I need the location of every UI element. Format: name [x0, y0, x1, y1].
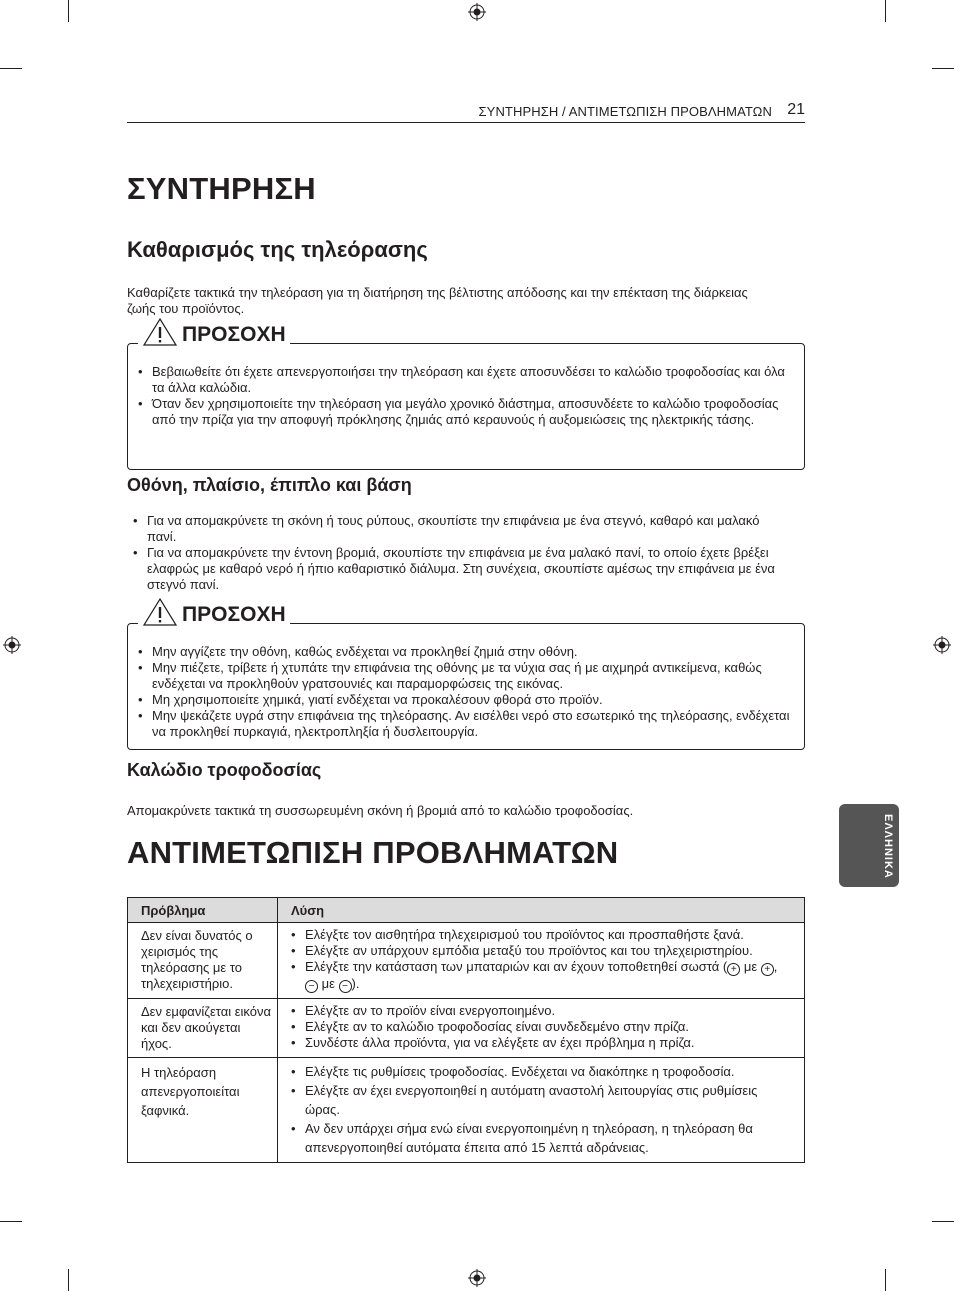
solution-item: • Ελέγξτε την κατάσταση των μπαταριών και αν έχουν τοποθετηθεί σωστά ( + με + , − με − ). [288, 959, 794, 993]
solution-item: • Ελέγξτε τον αισθητήρα τηλεχειρισμού του προϊόντος και προσπαθήστε ξανά. [288, 927, 794, 943]
caution-box [127, 323, 805, 470]
solution-item: • Ελέγξτε αν το προϊόν είναι ενεργοποιημένο. [288, 1003, 794, 1019]
crop-mark [68, 0, 69, 22]
column-header-solution: Λύση [278, 898, 805, 923]
solution-item: • Συνδέστε άλλα προϊόντα, για να ελέγξετε αν έχει πρόβλημα η πρίζα. [288, 1035, 794, 1051]
solution-item: • Αν δεν υπάρχει σήμα ενώ είναι ενεργοποιημένη η τηλεόραση, η τηλεόραση θα απενεργοποιηθεί αυτόματα έπειτα από 15 λεπτά αδράνειας. [288, 1119, 794, 1157]
caution-header [138, 317, 290, 347]
screen-care-list [131, 513, 791, 593]
table-row [128, 923, 805, 999]
solution-cell [278, 1058, 805, 1163]
caution-header [138, 597, 290, 627]
caution-title: ΠΡΟΣΟΧΗ [182, 603, 286, 626]
language-tab [839, 804, 899, 887]
solution-item: • Ελέγξτε αν το καλώδιο τροφοδοσίας είναι συνδεδεμένο στην πρίζα. [288, 1019, 794, 1035]
caution-box [127, 603, 805, 750]
column-header-problem: Πρόβλημα [128, 898, 278, 923]
list-item: • Μη χρησιμοποιείτε χημικά, γιατί ενδέχεται να προκαλέσουν φθορά στο προϊόν. [136, 692, 800, 708]
power-cord-text: Απομακρύνετε τακτικά τη συσσωρευμένη σκόνη ή βρομιά από το καλώδιο τροφοδοσίας. [127, 803, 634, 818]
screen-heading: Οθόνη, πλαίσιο, έπιπλο και βάση [127, 475, 412, 495]
language-label: ΕΛΛΗΝΙΚΑ [882, 814, 894, 879]
warning-triangle-icon [142, 317, 178, 347]
registration-mark-icon [468, 1269, 486, 1287]
minus-polarity-icon: − [339, 980, 352, 993]
crop-mark [932, 1221, 954, 1222]
list-item: • Όταν δεν χρησιμοποιείτε την τηλεόραση για μεγάλο χρονικό διάστημα, αποσυνδέετε το καλώδιο τροφοδοσίας από την πρίζα για την αποφυγή πρόκλησης ζημιάς από κεραυνούς ή αυξομειώσεις της ηλεκτρικής τάσης. [136, 396, 792, 428]
crop-mark [0, 68, 22, 69]
caution-list [136, 364, 792, 428]
solution-cell [278, 923, 805, 999]
solution-cell [278, 999, 805, 1058]
problem-cell: Δεν εμφανίζεται εικόνα και δεν ακούγεται ήχος. [128, 999, 278, 1058]
power-cord-heading: Καλώδιο τροφοδοσίας [127, 760, 322, 780]
crop-mark [932, 68, 954, 69]
crop-mark [0, 1221, 22, 1222]
list-item: • Μην πιέζετε, τρίβετε ή χτυπάτε την επιφάνεια της οθόνης με τα νύχια σας ή με αιχμηρά αντικείμενα, καθώς ενδέχεται να προκληθούν γρατσουνιές και παραμορφώσεις της εικόνας. [136, 660, 800, 692]
caution-list [136, 644, 800, 740]
registration-mark-icon [933, 636, 951, 654]
list-item: • Μην ψεκάζετε υγρά στην επιφάνεια της τηλεόρασης. Αν εισέλθει νερό στο εσωτερικό της τηλεόρασης, ενδέχεται να προκληθεί πυρκαγιά, ηλεκτροπληξία ή δυσλειτουργία. [136, 708, 800, 740]
battery-text: ). [351, 976, 360, 991]
running-header [127, 101, 805, 123]
solution-item: • Ελέγξτε τις ρυθμίσεις τροφοδοσίας. Ενδέχεται να διακόπηκε η τροφοδοσία. [288, 1062, 794, 1081]
minus-polarity-icon: − [305, 980, 318, 993]
battery-text: Ελέγξτε την κατάσταση των μπαταριών και αν έχουν τοποθετηθεί σωστά ( [305, 959, 728, 974]
maintenance-title: ΣΥΝΤΗΡΗΣΗ [127, 171, 316, 206]
list-item: • Βεβαιωθείτε ότι έχετε απενεργοποιήσει την τηλεόραση και έχετε αποσυνδέσει το καλώδιο τροφοδοσίας και όλα τα άλλα καλώδια. [136, 364, 792, 396]
crop-mark [68, 1269, 69, 1291]
list-item: • Για να απομακρύνετε τη σκόνη ή τους ρύπους, σκουπίστε την επιφάνεια με ένα στεγνό, καθαρό και μαλακό πανί. [131, 513, 791, 545]
warning-triangle-icon [142, 597, 178, 627]
cleaning-heading: Καθαρισμός της τηλεόρασης [127, 237, 428, 262]
table-row [128, 999, 805, 1058]
troubleshooting-title: ΑΝΤΙΜΕΤΩΠΙΣΗ ΠΡΟΒΛΗΜΑΤΩΝ [127, 835, 619, 870]
plus-polarity-icon: + [761, 963, 774, 976]
table-row [128, 1058, 805, 1163]
caution-title: ΠΡΟΣΟΧΗ [182, 323, 286, 346]
battery-text: με [321, 976, 335, 991]
troubleshooting-table [127, 897, 805, 1163]
problem-cell: Δεν είναι δυνατός ο χειρισμός της τηλεόρασης με το τηλεχειριστήριο. [128, 923, 278, 999]
running-title: ΣΥΝΤΗΡΗΣΗ / ΑΝΤΙΜΕΤΩΠΙΣΗ ΠΡΟΒΛΗΜΑΤΩΝ [478, 104, 772, 119]
registration-mark-icon [468, 3, 486, 21]
crop-mark [885, 1269, 886, 1291]
page-number: 21 [787, 101, 805, 118]
cleaning-intro: Καθαρίζετε τακτικά την τηλεόραση για τη διατήρηση της βέλτιστης απόδοσης και την επέκταση της διάρκειας ζωής του προϊόντος. [127, 285, 748, 316]
registration-mark-icon [3, 636, 21, 654]
crop-mark [885, 0, 886, 22]
list-item: • Για να απομακρύνετε την έντονη βρομιά, σκουπίστε την επιφάνεια με ένα μαλακό πανί, το οποίο έχετε βρέξει ελαφρώς με καθαρό νερό ή ήπιο καθαριστικό διάλυμα. Στη συνέχεια, σκουπίστε αμέσως την επιφάνεια με ένα στεγνό πανί. [131, 545, 791, 593]
solution-item: • Ελέγξτε αν έχει ενεργοποιηθεί η αυτόματη αναστολή λειτουργίας στις ρυθμίσεις ώρας. [288, 1081, 794, 1119]
problem-cell: Η τηλεόραση απενεργοποιείται ξαφνικά. [128, 1058, 278, 1163]
battery-text: με [743, 959, 758, 974]
table-header-row [128, 898, 805, 923]
list-item: • Μην αγγίζετε την οθόνη, καθώς ενδέχεται να προκληθεί ζημιά στην οθόνη. [136, 644, 800, 660]
solution-item: • Ελέγξτε αν υπάρχουν εμπόδια μεταξύ του προϊόντος και του τηλεχειριστηρίου. [288, 943, 794, 959]
plus-polarity-icon: + [727, 963, 740, 976]
